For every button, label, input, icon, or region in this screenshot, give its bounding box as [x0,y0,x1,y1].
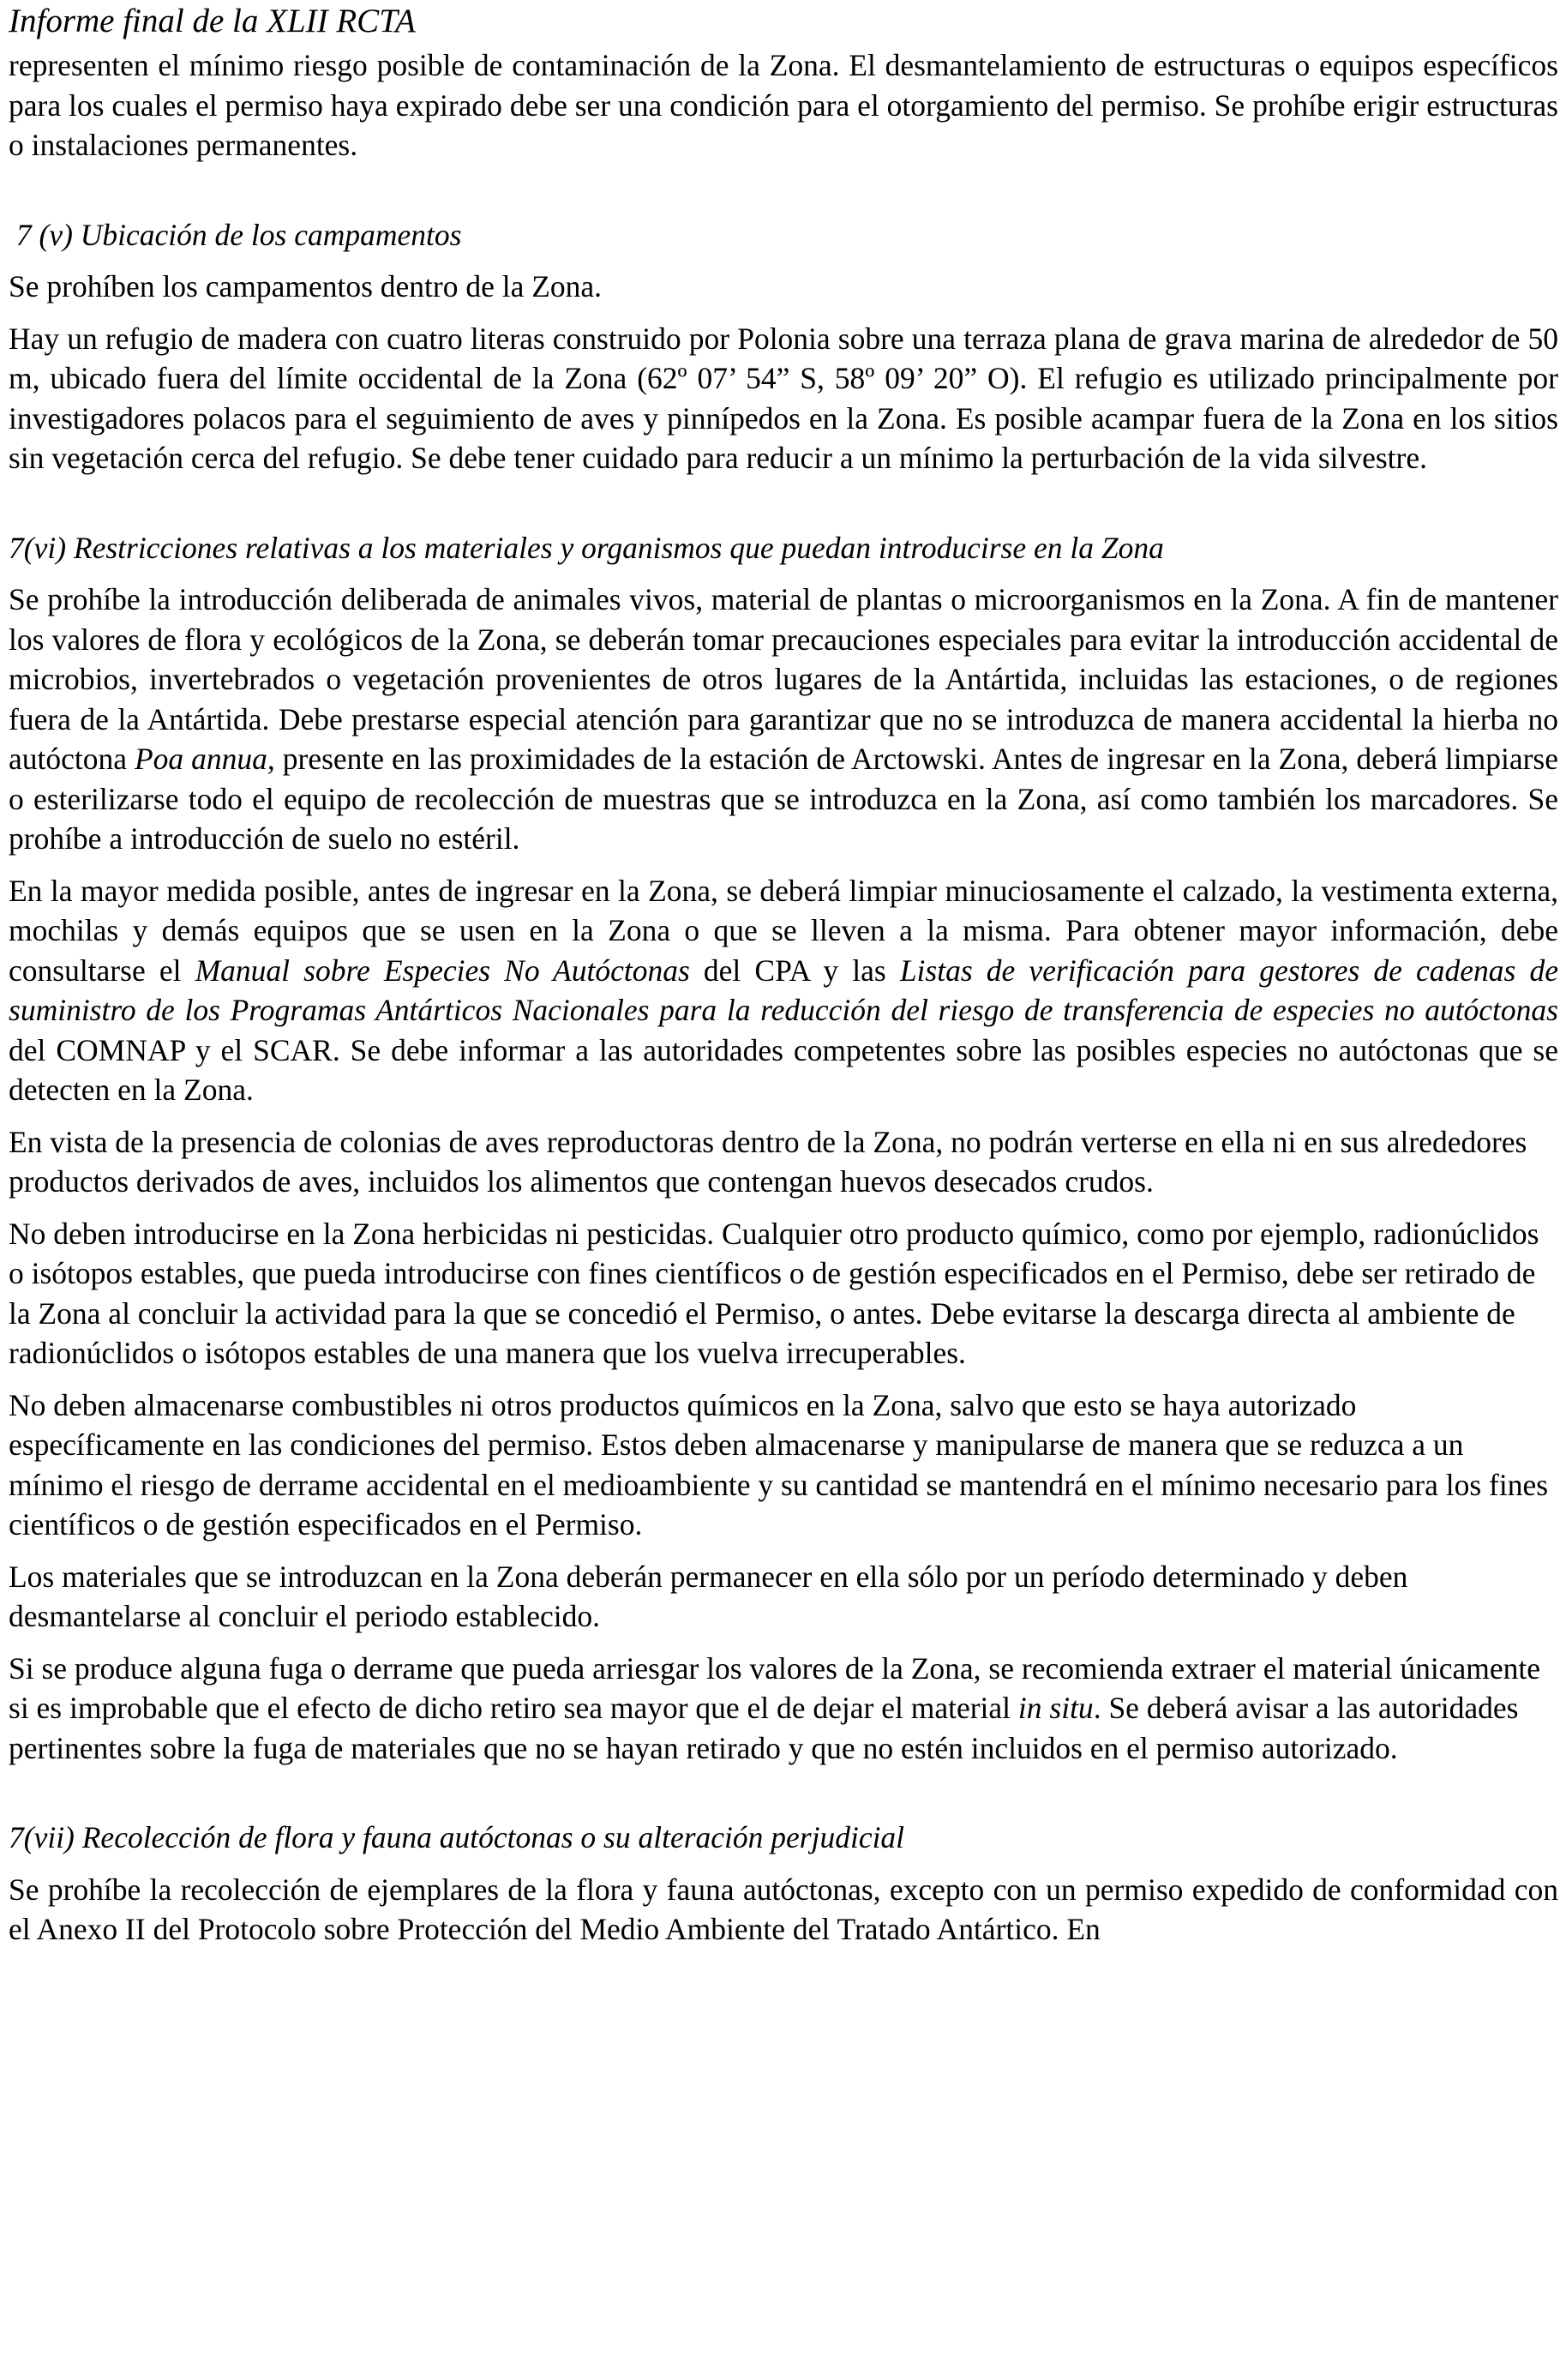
text-run: del COMNAP y el SCAR. Se debe informar a las autoridades competentes sobre las posibles especies no autóctonas que se detecten en la Zona. [9,1032,1558,1107]
text-run: presente en las proximidades de la estación de Arctowski. Antes de ingresar en la Zona, deberá limpiarse o esterilizarse todo el equipo de recolección de muestras que se introduzca en la Zona, así como también los marcadores. Se prohíbe a introducción de suelo no estéril. [9,742,1559,856]
section-heading-7v: 7 (v) Ubicación de los campamentos [9,217,462,252]
paragraph: No deben introducirse en la Zona herbicidas ni pesticidas. Cualquier otro producto químico, como por ejemplo, radionúclidos o isótopos estables, que pueda introducirse con fines científicos o de gestión especificados en el Permiso, debe ser retirado de la Zona al concluir la actividad para la que se concedió el Permiso, o antes. Debe evitarse la descarga directa al ambiente de radionúclidos o isótopos estables de una manera que los vuelva irrecuperables. [9,1216,1539,1370]
document-title: Manual sobre Especies No Autóctonas [195,953,690,988]
paragraph: Hay un refugio de madera con cuatro literas construido por Polonia sobre una terraza plana de grava marina de alrededor de 50 m, ubicado fuera del límite occidental de la Zona (62º 07’ 54” S, 58º 09’ 20” O). El refugio es utilizado principalmente por investigadores polacos para el seguimiento de aves y pinnípedos en la Zona. Es posible acampar fuera de la Zona en los sitios sin vegetación cerca del refugio. Se debe tener cuidado para reducir a un mínimo la perturbación de la vida silvestre. [9,321,1558,475]
paragraph [9,580,1558,859]
species-name: Poa annua, [134,742,275,776]
paragraph [9,871,1558,1110]
paragraph [9,1649,1558,1769]
text-run: Se prohíbe la introducción deliberada de animales vivos, material de plantas o microorganismos en la Zona. A fin de mantener los valores de flora y ecológicos de la Zona, se deberán tomar precauciones especiales para evitar la introducción accidental de microbios, invertebrados o vegetación provenientes de otros lugares de la Antártida, incluidas las estaciones, o de regiones fuera de la Antártida. Debe prestarse especial atención para garantizar que no se introduzca de manera accidental la hierba no autóctona [9,582,1558,776]
running-header: Informe final de la XLII RCTA [9,3,416,39]
text-run: En la mayor medida posible, antes de ingresar en la Zona, se deberá limpiar minuciosamente el calzado, la vestimenta externa, mochilas y demás equipos que se usen en la Zona o que se lleven a la misma. Para obtener mayor información, debe consultarse el [9,873,1558,988]
document-page [9,0,1558,1962]
paragraph: Los materiales que se introduzcan en la Zona deberán permanecer en ella sólo por un período determinado y deben desmantelarse al concluir el periodo establecido. [9,1559,1408,1633]
latin-term: in situ [1017,1691,1094,1725]
paragraph: Se prohíbe la recolección de ejemplares de la flora y fauna autóctonas, excepto con un permiso expedido de conformidad con el Anexo II del Protocolo sobre Protección del Medio Ambiente del Tratado Antártico. En [9,1872,1558,1946]
text-run: . Se deberá avisar a las autoridades pertinentes sobre la fuga de materiales que no se hayan retirado y que no estén incluidos en el permiso autorizado. [9,1691,1519,1765]
text-run: del CPA y las [689,953,900,988]
section-heading-7vii: 7(vii) Recolección de flora y fauna autóctonas o su alteración perjudicial [9,1820,905,1854]
paragraph: Se prohíben los campamentos dentro de la Zona. [9,269,603,304]
paragraph: representen el mínimo riesgo posible de contaminación de la Zona. El desmantelamiento de estructuras o equipos específicos para los cuales el permiso haya expirado debe ser una condición para el otorgamiento del permiso. Se prohíbe erigir estructuras o instalaciones permanentes. [9,48,1558,162]
paragraph: No deben almacenarse combustibles ni otros productos químicos en la Zona, salvo que esto se haya autorizado específicamente en las condiciones del permiso. Estos deben almacenarse y manipularse de manera que se reduzca a un mínimo el riesgo de derrame accidental en el medioambiente y su cantidad se mantendrá en el mínimo necesario para los fines científicos o de gestión especificados en el Permiso. [9,1387,1549,1542]
paragraph: En vista de la presencia de colonias de aves reproductoras dentro de la Zona, no podrán verterse en ella ni en sus alrededores productos derivados de aves, incluidos los alimentos que contengan huevos desecados crudos. [9,1124,1527,1199]
text-run: Si se produce alguna fuga o derrame que pueda arriesgar los valores de la Zona, se recomienda extraer el material únicamente si es improbable que el efecto de dicho retiro sea mayor que el de dejar el material [9,1650,1541,1725]
section-heading-7vi: 7(vi) Restricciones relativas a los materiales y organismos que puedan introducirse en la Zona [9,530,1164,565]
document-title: Listas de verificación para gestores de cadenas de suministro de los Programas Antárticos Nacionales para la reducción del riesgo de transferencia de especies no autóctonas [9,953,1558,1027]
